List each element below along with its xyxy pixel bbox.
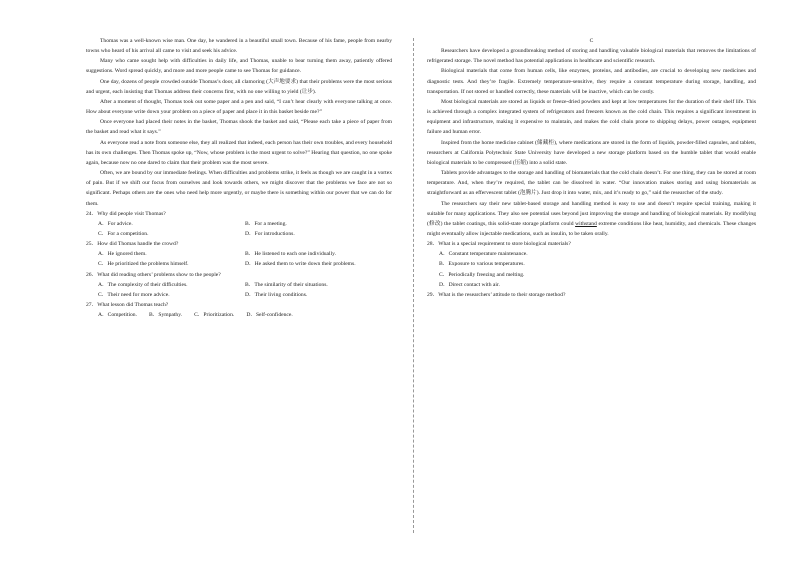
question-27-stem: 27．What lesson did Thomas teach?: [86, 302, 169, 309]
passage-paragraph: After a moment of thought, Thomas took out some paper and a pen and said, “I can’t hear clearly with everyone talking at once. How about everyone write down your problem on a piece of paper and place it in this basket beside me?”: [86, 98, 392, 116]
passage-paragraph: Tablets provide advantages to the storage and handling of biomaterials that the cold chain doesn’t. For one thing, they can be stored at room temperature. And, when they’re required, the tablet can be dissolved in water. “Our innovation makes storing and using biomaterials as straightforward as an effervescent tablet (泡腾片). Just drop it into water, mix, and it’s ready to go,” said the researcher of the study.: [427, 170, 756, 197]
question-25-stem: 25．How did Thomas handle the crowd?: [86, 241, 179, 248]
passage-paragraph: Often, we are bound by our immediate feelings. When difficulties and problems strike, it feels as though we are caught in a vortex of pain. But if we shift our focus from ourselves and look towards others, we might discover that the problems we face are not so significant. Perhaps others are the ones who need help more urgently, or maybe there is something within our power that we can do for them.: [86, 170, 392, 207]
option-d[interactable]: D．He asked them to write down their problems.: [245, 261, 356, 268]
passage-paragraph: Thomas was a well-known wise man. One day, he wandered in a beautiful small town. Because of his fame, people from nearby towns who heard of his arrival all came to visit and seek his advice.: [86, 38, 392, 55]
passage-heading: C: [589, 38, 594, 44]
paragraph-text: The researchers say their new tablet-based storage and handling method is easy to use and doesn’t require special training, making it suitable for many applications. They also see potential uses beyond just improving the storage and handling of biological materials. By modifying (修改) the tablet coatings, this solid-state storage platform could: [427, 200, 756, 227]
option-b[interactable]: B．Sympathy.: [149, 312, 183, 319]
option-d[interactable]: D．Self-confidence.: [246, 312, 293, 319]
passage-paragraph: [427, 199, 756, 240]
underlined-word: withstand: [575, 220, 597, 227]
passage-paragraph: As everyone read a note from someone else, they all realized that indeed, each person has their own troubles, and every household has its own challenges. Then Thomas spoke up, “Now, whose problem is the most urgent to solve?” Hearing that question, no one spoke again, because now no one dared to claim that their problem was the most severe.: [86, 139, 392, 166]
option-c[interactable]: C．Their need for more advice.: [98, 291, 170, 298]
passage-paragraph: Inspired from the home medicine cabinet (储藏柜), where medications are stored in the form of liquids, powder-filled capsules, and tablets, researchers at California Polytechnic State University have developed a new storage platform based on the humble tablet that would enable biological materials to be compressed (压缩) into a solid state.: [427, 139, 756, 166]
passage-paragraph: Once everyone had placed their notes in the basket, Thomas shook the basket and said, “Please each take a piece of paper from the basket and read what it says.”: [86, 119, 392, 136]
option-b[interactable]: B．The similarity of their situations.: [245, 281, 328, 288]
option-a[interactable]: A．He ignored them.: [98, 251, 147, 258]
option-b[interactable]: B．For a meeting.: [245, 220, 287, 227]
question-27-options: [86, 310, 392, 320]
option-a[interactable]: A．For advice.: [98, 220, 133, 227]
option-c[interactable]: C．Prioritization.: [194, 312, 235, 319]
passage-paragraph: Many who came sought help with difficulties in daily life, and Thomas, unable to bear turning them away, patiently offered suggestions. Word spread quickly, and more and more people came to see Thomas for guidance.: [86, 58, 392, 75]
right-column: [427, 36, 756, 300]
option-d[interactable]: D．Their living conditions.: [245, 291, 308, 298]
paragraph-text: extreme conditions like heat, humidity, and chemicals. These changes might eventually allow injectable medications, such as insulin, to be taken orally.: [427, 220, 756, 237]
question-28-stem: 28．What is a special requirement to store biological materials?: [427, 241, 571, 248]
question-29-stem: 29．What is the researchers’ attitude to their storage method?: [427, 291, 566, 298]
question-26-options-row2: [86, 290, 392, 300]
question-24-options-row1: [86, 219, 392, 229]
passage-paragraph: Most biological materials are stored as liquids or freeze-dried powders and kept at low temperatures for the duration of their shelf life. This is achieved through a complex integrated system of refrigerators and freezers known as the cold chain. This requires a significant investment in equipment and infrastructure, making it expensive to maintain, and makes the cold chain prone to shipping delays, power outages, equipment failure and human error.: [427, 98, 756, 136]
option-c[interactable]: C．Periodically freezing and melting.: [439, 271, 525, 278]
passage-paragraph: Researchers have developed a groundbreaking method of storing and handling valuable biological materials that removes the limitations of refrigerated storage. The novel method has potential applications in healthcare and scientific research.: [427, 48, 756, 65]
question-24-stem: 24．Why did people visit Thomas?: [86, 210, 166, 217]
question-26-options-row1: [86, 280, 392, 290]
option-c[interactable]: C．He prioritized the problems himself.: [98, 261, 189, 268]
option-d[interactable]: D．Direct contact with air.: [439, 281, 500, 288]
option-a[interactable]: A．Constant temperature maintenance.: [439, 251, 528, 258]
question-24-options-row2: [86, 229, 392, 239]
passage-paragraph: Biological materials that come from human cells, like enzymes, proteins, and antibodies, are crucial to developing new medicines and diagnostic tests. And they’re fragile. Extremely temperature-sensitive, they require a constant temperature during storage, handling, and transportation. If not stored or handled correctly, these materials will be inactive, which can be costly.: [427, 68, 756, 95]
question-26-stem: 26．What did reading others’ problems show to the people?: [86, 271, 221, 278]
option-b[interactable]: B．He listened to each one individually.: [245, 251, 336, 258]
column-divider: [413, 38, 414, 533]
left-column: [86, 36, 392, 320]
option-c[interactable]: C．For a competition.: [98, 230, 149, 237]
option-a[interactable]: A．Competition.: [98, 312, 138, 319]
question-25-options-row2: [86, 259, 392, 269]
option-a[interactable]: A．The complexity of their difficulties.: [98, 281, 188, 288]
option-d[interactable]: D．For introductions.: [245, 230, 295, 237]
passage-paragraph: One day, dozens of people crowded outside Thomas’s door, all clamoring (大声地要求) that their problems were the most serious and urgent, each insisting that Thomas address their concerns first, with no one willing to yield (让步).: [86, 78, 392, 95]
option-b[interactable]: B．Exposure to various temperatures.: [439, 261, 525, 268]
question-25-options-row1: [86, 249, 392, 259]
